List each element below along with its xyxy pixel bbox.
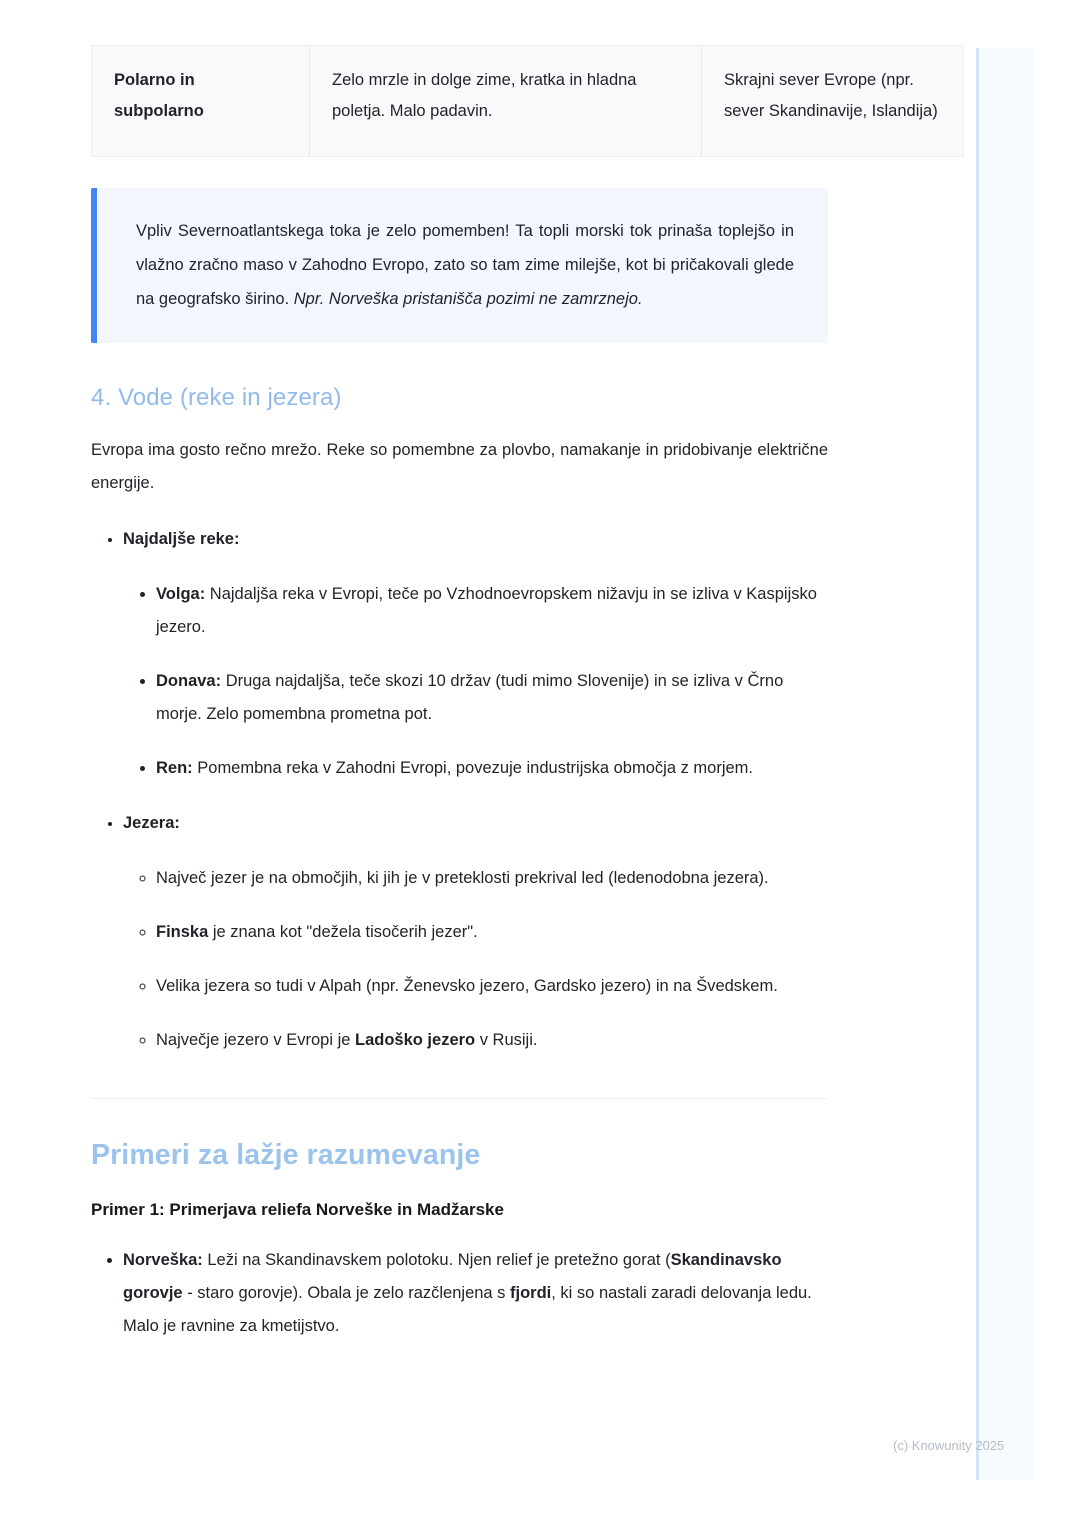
list-item <box>156 1024 828 1057</box>
lake-text-pre: Največ jezer je na območjih, ki jih je v preteklosti prekrival led (ledenodobna jezera). <box>156 869 769 888</box>
climate-zones-table <box>91 45 964 157</box>
list-item <box>123 1244 828 1343</box>
table-cell-zone: Polarno in subpolarno <box>92 46 310 157</box>
table-row <box>92 46 964 157</box>
callout-text: Vpliv Severnoatlantskega toka je zelo pomemben! Ta topli morski tok prinaša toplejšo in vlažno zračno maso v Zahodno Evropo, zato so tam zime milejše, kot bi pričakovali glede na geografsko širino. <box>136 222 794 308</box>
lake-text-bold: Finska <box>156 923 209 942</box>
lake-text-pre: Velika jezera so tudi v Alpah (npr. Ženevsko jezero, Gardsko jezero) in na Švedskem. <box>156 977 778 996</box>
lake-text-bold: Ladoško jezero <box>355 1031 476 1050</box>
right-edge-strip <box>976 48 1035 1480</box>
rivers-list-group <box>91 523 828 1057</box>
section-intro-paragraph: Evropa ima gosto rečno mrežo. Reke so pomembne za plovbo, namakanje in pridobivanje električne energije. <box>91 441 828 493</box>
list-item <box>156 752 828 785</box>
rivers-label: Najdaljše reke: <box>123 530 240 549</box>
river-description: Najdaljša reka v Evropi, teče po Vzhodnoevropskem nižavju in se izliva v Kaspijsko jezero. <box>156 585 817 637</box>
lake-text-post: v Rusiji. <box>475 1031 538 1050</box>
river-name: Ren: <box>156 759 193 778</box>
river-name: Volga: <box>156 585 206 604</box>
norway-text-part1: Leži na Skandinavskem polotoku. Njen relief je pretežno gorat ( <box>202 1251 671 1270</box>
lakes-sublist <box>123 862 828 1057</box>
document-content <box>91 45 938 1343</box>
norway-bold-mountain: Skandinavsko gorovje <box>123 1251 782 1303</box>
list-item <box>156 862 828 895</box>
table-cell-characteristics: Zelo mrzle in dolge zime, kratka in hladna poletja. Malo padavin. <box>310 46 702 157</box>
info-callout <box>91 188 828 343</box>
section-heading-vode: 4. Vode (reke in jezera) <box>91 384 342 412</box>
lakes-label: Jezera: <box>123 814 180 833</box>
callout-paragraph <box>136 215 794 316</box>
norway-text-part2: - staro gorovje). Obala je zelo razčlenjena s <box>182 1284 511 1303</box>
river-description: Pomembna reka v Zahodni Evropi, povezuje industrijska območja z morjem. <box>192 759 754 778</box>
list-item <box>156 578 828 644</box>
rivers-sublist <box>123 578 828 785</box>
river-description: Druga najdaljša, teče skozi 10 držav (tudi mimo Slovenije) in se izliva v Črno morje. Zelo pomembna prometna pot. <box>156 672 784 724</box>
list-item-lakes-label <box>123 807 828 1057</box>
norway-bold-fjords: fjordi <box>510 1284 552 1303</box>
country-name: Norveška: <box>123 1251 203 1270</box>
copyright-watermark: (c) Knowunity 2025 <box>893 1438 1005 1453</box>
examples-list <box>91 1244 828 1343</box>
list-item-rivers-label <box>123 523 828 785</box>
examples-heading: Primeri za lažje razumevanje <box>91 1139 481 1172</box>
list-item <box>156 970 828 1003</box>
list-item <box>156 916 828 949</box>
example-1-title: Primer 1: Primerjava reliefa Norveške in Madžarske <box>91 1200 504 1220</box>
norway-text-part3: , ki so nastali zaradi delovanja ledu. Malo je ravnine za kmetijstvo. <box>123 1284 812 1336</box>
lake-text-post: je znana kot "dežela tisočerih jezer". <box>208 923 478 942</box>
lake-text-pre: Največje jezero v Evropi je <box>156 1031 355 1050</box>
river-name: Donava: <box>156 672 222 691</box>
section-divider <box>91 1098 828 1099</box>
list-item <box>156 665 828 731</box>
callout-italic-text: Npr. Norveška pristanišča pozimi ne zamrznejo. <box>293 289 643 308</box>
table-cell-region: Skrajni sever Evrope (npr. sever Skandinavije, Islandija) <box>724 71 938 120</box>
